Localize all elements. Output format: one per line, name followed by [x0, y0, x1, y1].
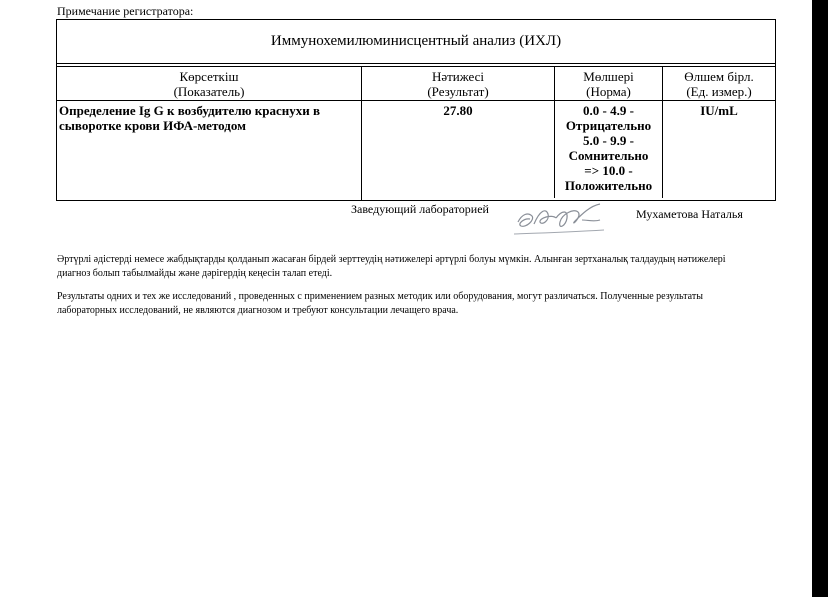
column-header-indicator [57, 67, 362, 100]
column-header-norm [555, 67, 663, 100]
table-row [57, 101, 775, 201]
norm-line: Положительно [564, 178, 653, 193]
results-table [56, 19, 776, 201]
column-header-kz: Мөлшері [583, 68, 634, 84]
column-header-kz: Өлшем бірл. [684, 68, 754, 84]
lab-head-name: Мухаметова Наталья [636, 207, 743, 221]
lab-head-label: Заведующий лабораторией [351, 202, 489, 216]
column-header-kz: Нәтижесі [431, 68, 485, 84]
table-header-row [57, 67, 775, 101]
norm-line: Отрицательно [565, 118, 652, 133]
column-header-result [362, 67, 555, 100]
registrar-note-label: Примечание регистратора: [57, 4, 194, 18]
norm-line: => 10.0 - [584, 163, 633, 178]
analysis-title: Иммунохемилюминисцентный анализ (ИХЛ) [57, 20, 775, 64]
column-header-ru: (Норма) [586, 83, 631, 99]
indicator-cell: Определение Ig G к возбудителю краснухи в сыворотке крови ИФА-методом [57, 101, 362, 200]
column-header-unit [663, 67, 775, 100]
column-header-ru: (Показатель) [173, 83, 245, 99]
column-header-ru: (Результат) [427, 83, 489, 99]
norm-line: Сомнительно [568, 148, 649, 163]
column-header-kz: Көрсеткіш [179, 68, 239, 84]
norm-cell [555, 101, 663, 198]
disclaimer-kz: Әртүрлі әдістерді немесе жабдықтарды қолданып жасаған бірдей зерттеудің нәтижелері әртүрлі болуы мүмкін. Алынған зертханалық талдаудың нәтижелері диагноз болып табылмайды және дәрігердің кеңесін талап етеді. [57, 254, 726, 279]
disclaimer-ru: Результаты одних и тех же исследований , проведенных с применением разных методик или оборудования, могут различаться. Полученные результаты лабораторных исследований, не являются диагнозом и требуют консультации лечащего врача. [57, 291, 703, 316]
norm-line: 5.0 - 9.9 - [583, 133, 634, 148]
signature [512, 200, 612, 240]
result-cell: 27.80 [362, 101, 555, 198]
norm-line: 0.0 - 4.9 - [583, 103, 634, 118]
column-header-ru: (Ед. измер.) [686, 83, 752, 99]
unit-cell: IU/mL [700, 103, 738, 118]
